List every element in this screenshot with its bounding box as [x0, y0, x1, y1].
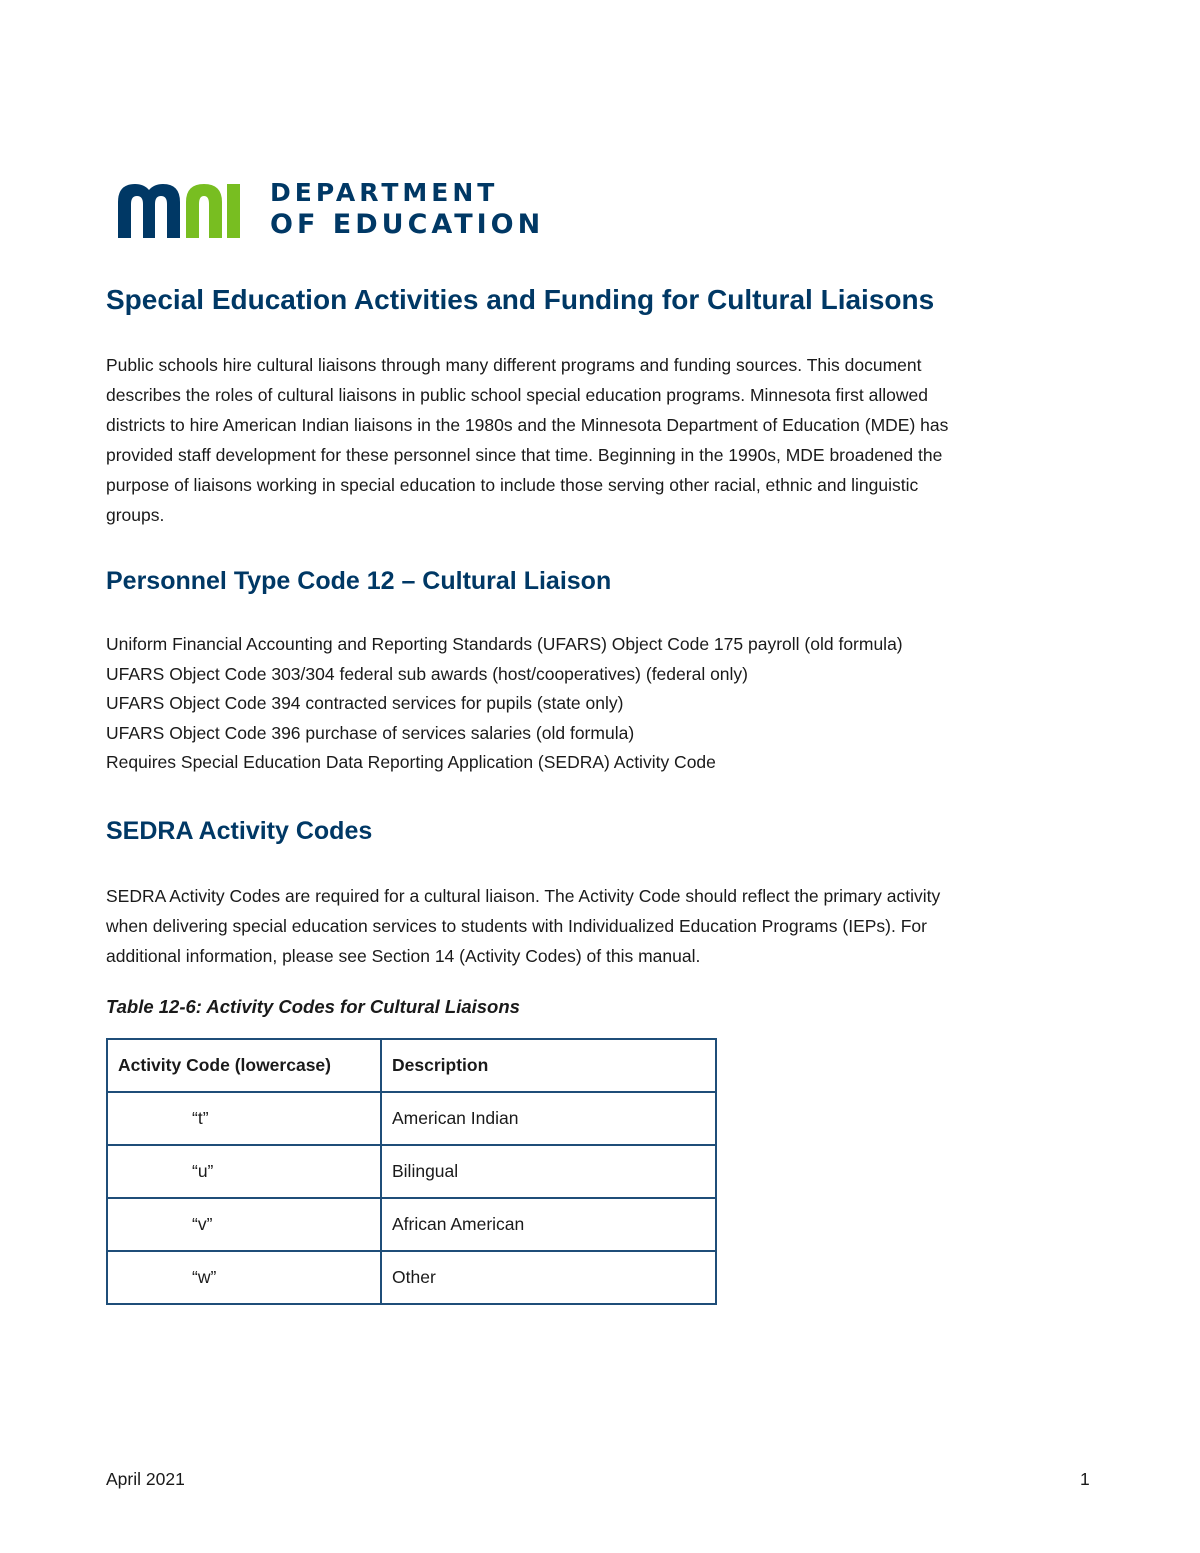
sedra-paragraph — [106, 881, 1066, 971]
table-caption: Table 12-6: Activity Codes for Cultural Liaisons — [106, 996, 520, 1017]
page-title: Special Education Activities and Funding for Cultural Liaisons — [106, 284, 935, 315]
table-row — [107, 1092, 716, 1145]
table-cell-description: Other — [381, 1251, 716, 1304]
intro-line: purpose of liaisons working in special education to include those serving other racial, ethnic and linguistic — [106, 475, 919, 495]
list-item: UFARS Object Code 394 contracted services for pupils (state only) — [106, 693, 624, 714]
footer-page-number: 1 — [1080, 1469, 1090, 1489]
intro-line: describes the roles of cultural liaisons in public school special education programs. Minnesota first allowed — [106, 385, 928, 405]
list-item: UFARS Object Code 396 purchase of services salaries (old formula) — [106, 722, 635, 743]
table-row — [107, 1145, 716, 1198]
personnel-code-list — [106, 630, 903, 778]
intro-line: groups. — [106, 505, 165, 525]
intro-line: Public schools hire cultural liaisons through many different programs and funding sources. This document — [106, 355, 922, 375]
sedra-line: additional information, please see Section 14 (Activity Codes) of this manual. — [106, 946, 701, 966]
list-item: Uniform Financial Accounting and Reporting Standards (UFARS) Object Code 175 payroll (old formula) — [106, 634, 903, 654]
mde-logo — [118, 178, 544, 240]
logo-line-2: OF EDUCATION — [270, 209, 545, 240]
table-cell-code: “u” — [107, 1145, 381, 1198]
table-cell-code: “v” — [107, 1198, 381, 1251]
table-cell-code: “w” — [107, 1251, 381, 1304]
intro-paragraph — [106, 350, 1066, 530]
activity-codes-table — [106, 1038, 717, 1305]
sedra-line: SEDRA Activity Codes are required for a cultural liaison. The Activity Code should reflect the primary activity — [106, 886, 941, 906]
section-heading-sedra: SEDRA Activity Codes — [106, 817, 373, 845]
list-item: Requires Special Education Data Reporting Application (SEDRA) Activity Code — [106, 752, 716, 773]
footer-date: April 2021 — [106, 1469, 185, 1489]
intro-line: provided staff development for these personnel since that time. Beginning in the 1990s, MDE broadened the — [106, 445, 943, 465]
table-cell-description: American Indian — [381, 1092, 716, 1145]
table-cell-description: Bilingual — [381, 1145, 716, 1198]
list-item: UFARS Object Code 303/304 federal sub awards (host/cooperatives) (federal only) — [106, 663, 748, 684]
table-row — [107, 1251, 716, 1304]
table-header-cell: Activity Code (lowercase) — [107, 1039, 381, 1092]
table-header-row — [107, 1039, 716, 1092]
table-cell-code: “t” — [107, 1092, 381, 1145]
sedra-line: when delivering special education services to students with Individualized Education Programs (IEPs). For — [106, 916, 927, 936]
table-header-cell: Description — [381, 1039, 716, 1092]
section-heading-personnel-type: Personnel Type Code 12 – Cultural Liaison — [106, 567, 612, 595]
intro-line: districts to hire American Indian liaisons in the 1980s and the Minnesota Department of Education (MDE) has — [106, 415, 949, 435]
table-row — [107, 1198, 716, 1251]
logo-wordmark — [270, 180, 544, 238]
logo-line-1: DEPARTMENT — [270, 178, 499, 207]
mn-logo-icon — [118, 180, 250, 238]
table-cell-description: African American — [381, 1198, 716, 1251]
